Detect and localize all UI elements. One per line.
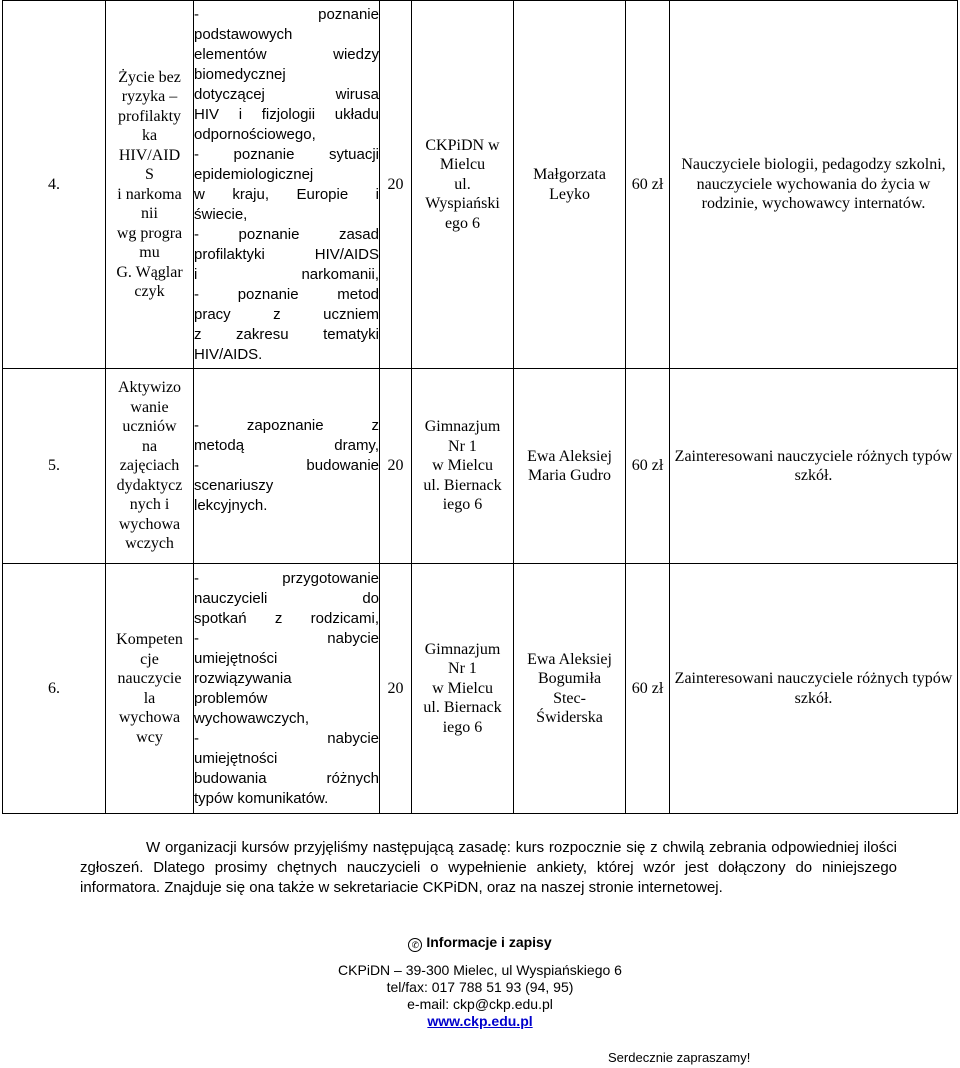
info-title: Informacje i zapisy — [426, 934, 552, 950]
goal-line: problemów — [194, 689, 268, 707]
course-topic: Aktywizo wanie uczniów na zajęciach dydaktycz nych i wychowa wczych — [116, 379, 183, 553]
goal-line: elementów wiedzy — [194, 45, 379, 63]
row-number: 6. — [48, 679, 60, 697]
course-hours: 20 — [387, 457, 404, 475]
course-fee: 60 zł — [631, 679, 664, 697]
goal-line: epidemiologicznej — [194, 165, 314, 183]
course-topic: Kompeten cje nauczycie la wychowa wcy — [116, 631, 183, 746]
goal-line: - budowanie — [194, 457, 379, 474]
course-leader: Małgorzata Leyko — [533, 166, 606, 203]
goal-line: podstawowych — [194, 25, 293, 43]
goal-line: - nabycie — [194, 629, 379, 647]
course-location: CKPiDN w Mielcu ul. Wyspiański ego 6 — [425, 136, 500, 232]
goal-line: budowania różnych — [194, 769, 379, 787]
target-audience: Nauczyciele biologii, pedagodzy szkolni, nauczyciele wychowania do życia w rodzinie, wychowawcy internatów. — [681, 156, 946, 213]
contact-address: CKPiDN – 39-300 Mielec, ul Wyspiańskiego 6 — [338, 962, 622, 978]
goal-line: HIV/AIDS. — [194, 345, 263, 363]
goal-line: - poznanie sytuacji — [194, 145, 379, 163]
goal-line: lekcyjnych. — [194, 497, 268, 514]
target-audience: Zainteresowani nauczyciele różnych typów szkół. — [674, 447, 953, 484]
goal-line: pracy z uczniem — [194, 305, 379, 323]
goal-line: profilaktyki HIV/AIDS — [194, 245, 379, 263]
goal-line: rozwiązywania — [194, 669, 292, 687]
courses-table — [2, 0, 958, 814]
goal-line: w kraju, Europie i — [194, 185, 379, 203]
goal-line: - nabycie — [194, 729, 379, 747]
goal-line: HIV i fizjologii układu — [194, 105, 379, 123]
row-number: 5. — [48, 457, 60, 475]
target-audience: Zainteresowani nauczyciele różnych typów szkół. — [674, 670, 953, 707]
goal-line: spotkań z rodzicami, — [194, 609, 379, 627]
row-number: 4. — [48, 175, 60, 193]
goal-line: - poznanie — [194, 5, 379, 23]
course-hours: 20 — [387, 679, 404, 697]
course-leader: Ewa Aleksiej Maria Gudro — [527, 447, 612, 484]
goal-line: metodą dramy, — [194, 437, 379, 454]
contact-block — [0, 962, 960, 1030]
course-leader: Ewa Aleksiej Bogumiła Stec- Świderska — [527, 650, 612, 726]
goal-line: typów komunikatów. — [194, 789, 329, 807]
signature: Serdecznie zapraszamy! — [608, 1050, 751, 1065]
goal-line: umiejętności — [194, 749, 278, 767]
enrollment-note: W organizacji kursów przyjęliśmy następującą zasadę: kurs rozpocznie się z chwilą zebrania odpowiedniej ilości zgłoszeń. Dlatego prosimy chętnych nauczycieli o wypełnienie ankiety, której wzór jest dołączony do niniejszego informatora. Znajduje się ona także w sekretariacie CKPiDN, oraz na naszej stronie internetowej. — [80, 839, 897, 896]
goal-line: świecie, — [194, 205, 248, 223]
table-row — [3, 369, 958, 564]
course-hours: 20 — [387, 175, 404, 193]
course-location: Gimnazjum Nr 1 w Mielcu ul. Biernack iego 6 — [423, 418, 502, 514]
goal-line: umiejętności — [194, 649, 278, 667]
goal-line: - przygotowanie — [194, 569, 379, 587]
website-link[interactable]: www.ckp.edu.pl — [427, 1013, 533, 1029]
course-topic: Życie bez ryzyka – profilakty ka HIV/AID S i narkoma nii wg progra mu G. Wąglar czyk — [116, 68, 183, 300]
goal-line: nauczycieli do — [194, 589, 379, 607]
course-goals — [194, 1, 380, 369]
contact-email[interactable]: e-mail: ckp@ckp.edu.pl — [407, 996, 553, 1012]
goal-line: wychowawczych, — [194, 709, 310, 727]
info-heading — [0, 932, 960, 952]
goal-line: - poznanie metod — [194, 285, 379, 303]
goal-line: scenariuszy — [194, 477, 274, 494]
table-row — [3, 564, 958, 814]
goal-line: odpornościowego, — [194, 125, 316, 143]
table-row — [3, 1, 958, 369]
goal-line: z zakresu tematyki — [194, 325, 379, 343]
goal-line: biomedycznej — [194, 65, 286, 83]
course-location: Gimnazjum Nr 1 w Mielcu ul. Biernack iego 6 — [423, 640, 502, 736]
goal-line: dotyczącej wirusa — [194, 85, 379, 103]
course-goals — [194, 369, 380, 564]
course-goals — [194, 564, 380, 814]
course-fee: 60 zł — [631, 457, 664, 475]
course-fee: 60 zł — [631, 175, 664, 193]
goal-line: - zapoznanie z — [194, 417, 379, 434]
goal-line: - poznanie zasad — [194, 225, 379, 243]
contact-phone: tel/fax: 017 788 51 93 (94, 95) — [386, 979, 574, 995]
phone-icon: ✆ — [408, 938, 422, 952]
goal-line: i narkomanii, — [194, 265, 379, 283]
